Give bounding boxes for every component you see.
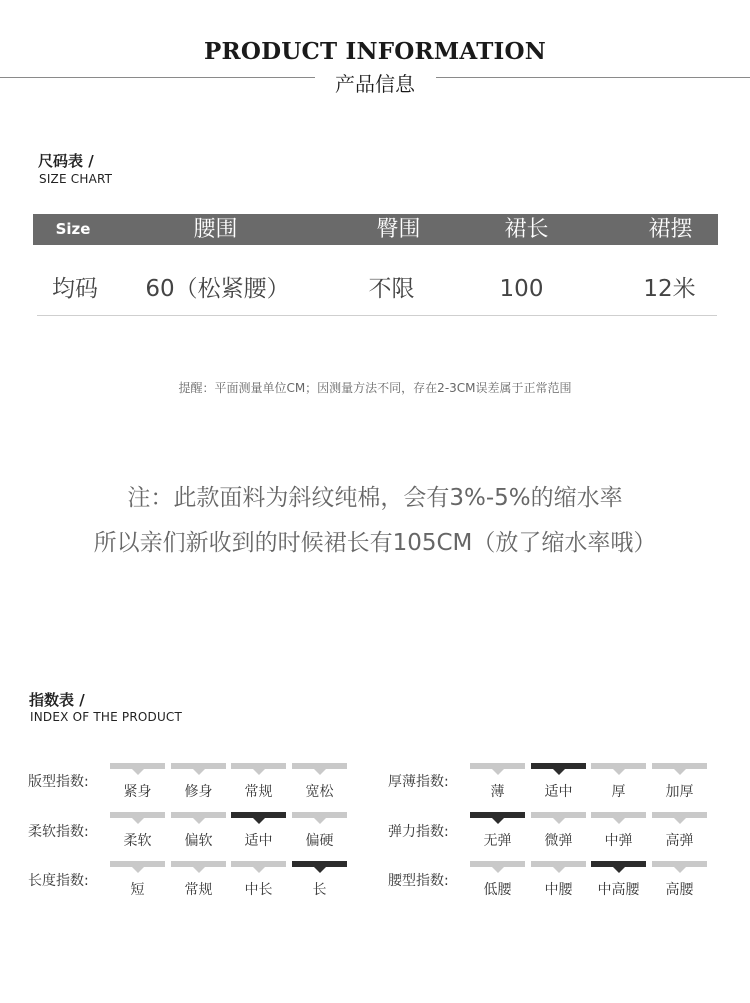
header-cell-length: 裙长	[504, 217, 549, 242]
header-cell-hip: 臀围	[376, 217, 421, 242]
header-cell-hem: 裙摆	[648, 217, 693, 242]
marker-pointer-icon	[674, 818, 686, 824]
index-row-label: 厚薄指数:	[388, 774, 449, 790]
index-option-label: 常规	[244, 784, 273, 800]
measurement-reminder: 提醒：平面测量单位CM；因测量方法不同，存在2-3CM误差属于正常范围	[178, 381, 572, 395]
table-divider	[37, 315, 717, 316]
index-option	[171, 861, 226, 899]
index-marker	[531, 812, 586, 818]
index-option-label: 宽松	[305, 784, 334, 800]
table-cell-size: 均码	[52, 276, 98, 302]
index-option	[231, 861, 286, 899]
index-option-label: 厚	[611, 784, 626, 800]
index-option	[652, 861, 707, 899]
index-marker	[171, 763, 226, 769]
index-option	[292, 812, 347, 850]
index-option	[292, 763, 347, 801]
marker-pointer-icon	[132, 818, 144, 824]
index-option-label: 低腰	[483, 882, 512, 898]
index-option-label: 中弹	[604, 833, 633, 849]
marker-pointer-icon	[674, 867, 686, 873]
index-option-label: 微弹	[544, 833, 573, 849]
index-option-label: 适中	[244, 833, 273, 849]
index-marker	[531, 861, 586, 867]
index-option	[531, 763, 586, 801]
index-option-label: 偏软	[184, 833, 213, 849]
index-option-label: 紧身	[123, 784, 152, 800]
index-option	[231, 763, 286, 801]
index-option	[171, 812, 226, 850]
note-line-1: 注：此款面料为斜纹纯棉，会有3%-5%的缩水率	[127, 485, 623, 511]
index-marker	[231, 861, 286, 867]
index-option	[470, 812, 525, 850]
marker-pointer-icon	[674, 769, 686, 775]
index-label: 指数表 /	[29, 691, 85, 709]
index-option	[231, 812, 286, 850]
index-option	[110, 861, 165, 899]
marker-pointer-icon	[193, 769, 205, 775]
index-option	[591, 812, 646, 850]
index-label-en: INDEX OF THE PRODUCT	[30, 710, 183, 724]
header-cell-size: Size	[55, 220, 91, 238]
index-row-label: 弹力指数:	[388, 824, 449, 840]
index-marker	[652, 812, 707, 818]
size-chart-label-en: SIZE CHART	[39, 172, 113, 186]
marker-pointer-icon	[553, 818, 565, 824]
index-row-label: 柔软指数:	[28, 824, 89, 840]
marker-pointer-icon	[492, 818, 504, 824]
index-option	[171, 763, 226, 801]
index-marker-selected	[470, 812, 525, 818]
index-row-label: 版型指数:	[28, 774, 89, 790]
index-marker-selected	[531, 763, 586, 769]
index-marker	[652, 763, 707, 769]
marker-pointer-icon	[253, 867, 265, 873]
index-marker	[110, 763, 165, 769]
index-marker	[292, 763, 347, 769]
marker-pointer-icon	[193, 867, 205, 873]
table-cell-hem: 12米	[643, 276, 696, 302]
marker-pointer-icon	[613, 867, 625, 873]
marker-pointer-icon	[253, 818, 265, 824]
marker-pointer-icon	[253, 769, 265, 775]
table-cell-length: 100	[499, 276, 544, 302]
size-table-header	[33, 214, 718, 245]
index-option	[110, 812, 165, 850]
index-option-label: 短	[130, 882, 145, 898]
index-option-label: 修身	[184, 784, 213, 800]
index-option-label: 高腰	[665, 882, 694, 898]
marker-pointer-icon	[613, 818, 625, 824]
index-option-label: 偏硬	[305, 833, 334, 849]
page-subtitle: 产品信息	[335, 72, 415, 96]
index-marker	[470, 861, 525, 867]
index-option	[470, 861, 525, 899]
table-cell-waist: 60（松紧腰）	[145, 276, 290, 302]
index-option-label: 柔软	[123, 833, 152, 849]
index-option-label: 中长	[244, 882, 273, 898]
index-marker-selected	[591, 861, 646, 867]
index-option	[531, 861, 586, 899]
index-option-label: 中高腰	[597, 882, 640, 898]
marker-pointer-icon	[314, 867, 326, 873]
index-option-label: 中腰	[544, 882, 573, 898]
index-option-label: 适中	[544, 784, 573, 800]
marker-pointer-icon	[492, 769, 504, 775]
index-marker	[591, 812, 646, 818]
size-chart-label: 尺码表 /	[38, 152, 94, 170]
index-option-label: 无弹	[483, 833, 512, 849]
note-line-2: 所以亲们新收到的时候裙长有105CM（放了缩水率哦）	[93, 530, 657, 556]
index-option-label: 薄	[490, 784, 505, 800]
marker-pointer-icon	[314, 818, 326, 824]
index-marker	[292, 812, 347, 818]
index-option	[292, 861, 347, 899]
marker-pointer-icon	[193, 818, 205, 824]
index-option-label: 长	[312, 882, 327, 898]
index-marker	[110, 861, 165, 867]
index-option	[591, 763, 646, 801]
index-marker	[171, 861, 226, 867]
index-marker	[110, 812, 165, 818]
index-option-label: 高弹	[665, 833, 694, 849]
marker-pointer-icon	[553, 769, 565, 775]
index-option	[531, 812, 586, 850]
index-option	[591, 861, 646, 899]
marker-pointer-icon	[553, 867, 565, 873]
page-title: PRODUCT INFORMATION	[204, 38, 546, 65]
index-option-label: 加厚	[665, 784, 694, 800]
index-option	[110, 763, 165, 801]
index-marker	[652, 861, 707, 867]
marker-pointer-icon	[613, 769, 625, 775]
index-option	[652, 812, 707, 850]
index-marker-selected	[292, 861, 347, 867]
marker-pointer-icon	[132, 867, 144, 873]
index-marker	[231, 763, 286, 769]
index-option	[470, 763, 525, 801]
marker-pointer-icon	[132, 769, 144, 775]
marker-pointer-icon	[314, 769, 326, 775]
marker-pointer-icon	[492, 867, 504, 873]
index-marker-selected	[231, 812, 286, 818]
index-row-label: 长度指数:	[28, 873, 89, 889]
index-marker	[171, 812, 226, 818]
index-row-label: 腰型指数:	[388, 873, 449, 889]
index-option-label: 常规	[184, 882, 213, 898]
header-cell-waist: 腰围	[193, 217, 238, 242]
index-option	[652, 763, 707, 801]
index-marker	[591, 763, 646, 769]
table-cell-hip: 不限	[368, 276, 415, 302]
index-marker	[470, 763, 525, 769]
